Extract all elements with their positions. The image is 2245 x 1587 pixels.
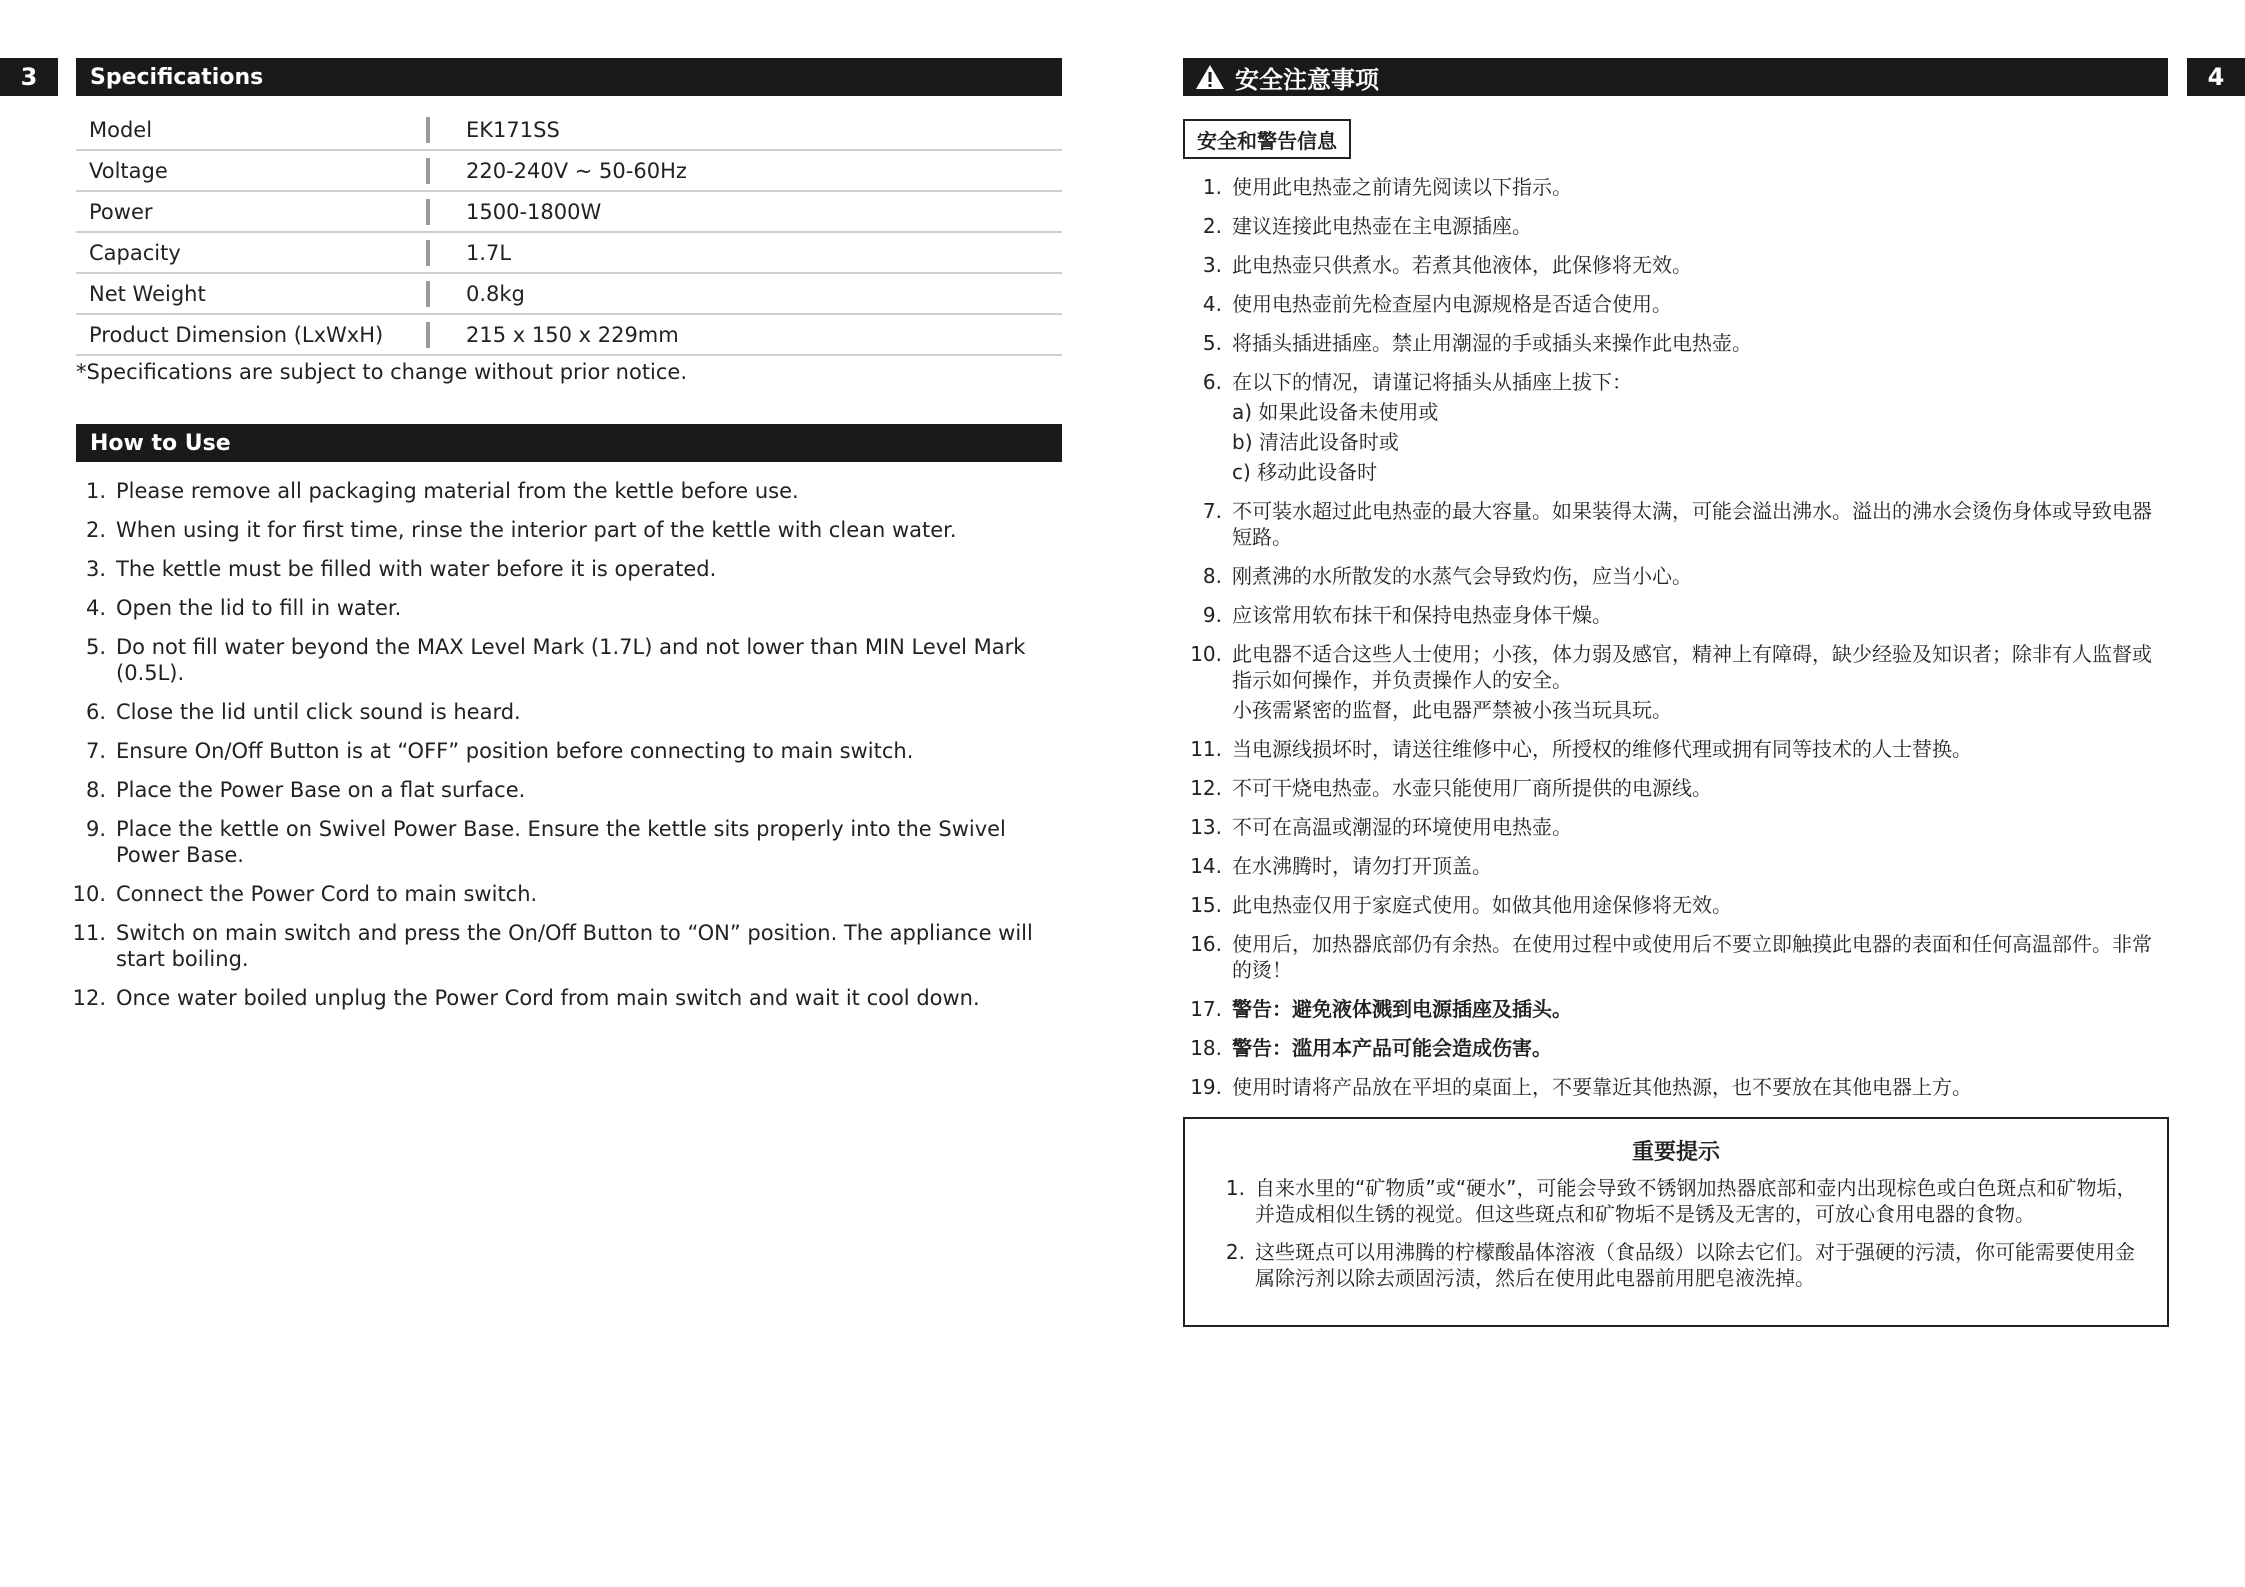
list-item-number: 3. <box>1202 253 1222 277</box>
spec-divider <box>426 281 430 307</box>
list-item-text-wrap <box>1232 641 2168 723</box>
notice-item <box>1205 1175 2145 1227</box>
list-item-text-wrap <box>1255 1175 2145 1227</box>
spec-row <box>76 315 1062 356</box>
safety-item <box>1182 853 2168 879</box>
list-item-text: Place the kettle on Swivel Power Base. Ensure the kettle sits properly into the Swivel Power Base. <box>116 817 1006 867</box>
safety-item <box>1182 291 2168 317</box>
spec-value: 0.8kg <box>466 281 525 306</box>
list-item-number: 2. <box>1202 214 1222 238</box>
list-item-text: Ensure On/Off Button is at “OFF” position before connecting to main switch. <box>116 739 914 763</box>
safety-item <box>1182 996 2168 1022</box>
list-item-number: 11. <box>1190 737 1222 761</box>
how-to-use-item <box>66 920 1066 972</box>
list-item-text-wrap <box>1232 1035 2168 1061</box>
list-item-text-wrap <box>1232 931 2168 983</box>
list-item-text-wrap <box>116 881 1066 907</box>
safety-item <box>1182 1074 2168 1100</box>
how-to-use-item <box>66 738 1066 764</box>
specifications-header: Specifications <box>76 58 1062 96</box>
spec-divider <box>426 240 430 266</box>
list-item-number: 4. <box>1202 292 1222 316</box>
list-item-text: 不可在高温或潮湿的环境使用电热壶。 <box>1232 815 1572 839</box>
list-item-number: 17. <box>1190 997 1222 1021</box>
list-item-text-wrap <box>116 478 1066 504</box>
list-item-text: 此电器不适合这些人士使用；小孩，体力弱及感官，精神上有障碍，缺少经验及知识者；除非有人监督或指示如何操作，并负责操作人的安全。 <box>1232 642 2152 692</box>
list-item-number: 12. <box>1190 776 1222 800</box>
list-sub-item: c) 移动此设备时 <box>1232 460 1378 484</box>
list-item-text: Switch on main switch and press the On/Off Button to “ON” position. The appliance will start boiling. <box>116 921 1033 971</box>
list-item-text-wrap <box>1232 736 2168 762</box>
list-item-text-wrap <box>116 777 1066 803</box>
list-item-text: 警告：避免液体溅到电源插座及插头。 <box>1232 997 1572 1021</box>
safety-subtitle: 安全和警告信息 <box>1183 119 1351 159</box>
list-item-text: 此电热壶仅用于家庭式使用。如做其他用途保修将无效。 <box>1232 893 1732 917</box>
safety-item <box>1182 369 2168 485</box>
page-number-left: 3 <box>0 58 58 96</box>
list-item-text: Do not fill water beyond the MAX Level Mark (1.7L) and not lower than MIN Level Mark (0.5L). <box>116 635 1026 685</box>
list-item-number: 3. <box>85 557 106 581</box>
safety-item <box>1182 563 2168 589</box>
list-item-number: 10. <box>72 882 106 906</box>
specifications-note: *Specifications are subject to change without prior notice. <box>76 360 688 384</box>
list-item-text-wrap <box>1255 1239 2145 1291</box>
list-item-number: 14. <box>1190 854 1222 878</box>
spec-row <box>76 192 1062 233</box>
how-to-use-item <box>66 816 1066 868</box>
list-item-text: 使用此电热壶之前请先阅读以下指示。 <box>1232 175 1572 199</box>
list-item-number: 6. <box>85 700 106 724</box>
list-item-text-wrap <box>116 738 1066 764</box>
how-to-use-item <box>66 699 1066 725</box>
list-item-number: 15. <box>1190 893 1222 917</box>
list-item-text-wrap <box>1232 369 2168 485</box>
spec-label: Model <box>89 117 153 142</box>
list-item-text-wrap <box>116 920 1066 972</box>
list-item-number: 10. <box>1190 642 1222 666</box>
list-item-text: 使用时请将产品放在平坦的桌面上，不要靠近其他热源，也不要放在其他电器上方。 <box>1232 1075 1972 1099</box>
list-item-number: 7. <box>1202 499 1222 523</box>
list-item-number: 11. <box>72 921 106 945</box>
safety-title: 安全注意事项 <box>1235 65 1379 94</box>
list-item-number: 7. <box>85 739 106 763</box>
list-item-number: 8. <box>85 778 106 802</box>
list-item-number: 2. <box>1225 1240 1245 1264</box>
safety-list <box>1182 174 2168 1113</box>
spec-value: 1500-1800W <box>466 199 602 224</box>
list-item-number: 5. <box>1202 331 1222 355</box>
spec-value: 1.7L <box>466 240 512 265</box>
list-item-number: 4. <box>85 596 106 620</box>
list-item-text: 不可装水超过此电热壶的最大容量。如果装得太满，可能会溢出沸水。溢出的沸水会烫伤身体或导致电器短路。 <box>1232 499 2152 549</box>
list-item-text: 刚煮沸的水所散发的水蒸气会导致灼伤，应当小心。 <box>1232 564 1692 588</box>
list-item-number: 1. <box>85 479 106 503</box>
spec-divider <box>426 158 430 184</box>
list-item-number: 5. <box>85 635 106 659</box>
list-item-text-wrap <box>116 634 1066 686</box>
list-item-text-wrap <box>1232 775 2168 801</box>
safety-item <box>1182 775 2168 801</box>
list-item-number: 6. <box>1202 370 1222 394</box>
list-item-text-wrap <box>1232 853 2168 879</box>
list-item-text-wrap <box>1232 996 2168 1022</box>
spec-label: Power <box>89 199 153 224</box>
list-item-text: 应该常用软布抹干和保持电热壶身体干燥。 <box>1232 603 1612 627</box>
important-notice-box <box>1183 1117 2169 1327</box>
list-item-text: Close the lid until click sound is heard. <box>116 700 521 724</box>
spec-row <box>76 151 1062 192</box>
list-item-text: 此电热壶只供煮水。若煮其他液体，此保修将无效。 <box>1232 253 1692 277</box>
list-item-number: 2. <box>85 518 106 542</box>
list-item-text: 这些斑点可以用沸腾的柠檬酸晶体溶液（食品级）以除去它们。对于强硬的污渍，你可能需要使用金属除污剂以除去顽固污渍，然后在使用此电器前用肥皂液洗掉。 <box>1255 1240 2135 1290</box>
list-item-text-wrap <box>1232 602 2168 628</box>
safety-header <box>1183 58 2168 96</box>
list-sub-item: a) 如果此设备未使用或 <box>1232 400 1439 424</box>
spec-row <box>76 274 1062 315</box>
list-item-text: 自来水里的“矿物质”或“硬水”，可能会导致不锈钢加热器底部和壶内出现棕色或白色斑点和矿物垢，并造成相似生锈的视觉。但这些斑点和矿物垢不是锈及无害的，可放心食用电器的食物。 <box>1255 1176 2137 1226</box>
important-notice-title: 重要提示 <box>1631 1140 1720 1165</box>
list-item-text-wrap <box>1232 330 2168 356</box>
list-item-text-wrap <box>116 595 1066 621</box>
list-item-text: Please remove all packaging material from the kettle before use. <box>116 479 799 503</box>
list-item-text: 不可干烧电热壶。水壶只能使用厂商所提供的电源线。 <box>1232 776 1712 800</box>
important-notice-list <box>1205 1175 2145 1303</box>
how-to-use-item <box>66 634 1066 686</box>
list-item-number: 13. <box>1190 815 1222 839</box>
safety-item <box>1182 213 2168 239</box>
how-to-use-item <box>66 881 1066 907</box>
spec-row <box>76 110 1062 151</box>
list-item-text-wrap <box>1232 892 2168 918</box>
safety-item <box>1182 736 2168 762</box>
spec-label: Net Weight <box>89 281 206 306</box>
list-item-text-wrap <box>1232 814 2168 840</box>
how-to-use-item <box>66 478 1066 504</box>
list-item-number: 9. <box>85 817 106 841</box>
list-item-text: 使用电热壶前先检查屋内电源规格是否适合使用。 <box>1232 292 1672 316</box>
notice-item <box>1205 1239 2145 1291</box>
warning-icon <box>1195 63 1225 91</box>
list-item-text: Once water boiled unplug the Power Cord from main switch and wait it cool down. <box>116 986 980 1010</box>
list-item-text-wrap <box>116 517 1066 543</box>
list-item-text: 在水沸腾时，请勿打开顶盖。 <box>1232 854 1492 878</box>
list-item-number: 16. <box>1190 932 1222 956</box>
list-item-text-wrap <box>1232 1074 2168 1100</box>
page-number-right: 4 <box>2187 58 2245 96</box>
spec-divider <box>426 199 430 225</box>
how-to-use-item <box>66 517 1066 543</box>
how-to-use-item <box>66 595 1066 621</box>
how-to-use-item <box>66 556 1066 582</box>
list-item-text-wrap <box>1232 563 2168 589</box>
spec-value: 215 x 150 x 229mm <box>466 322 679 347</box>
how-to-use-list <box>66 478 1066 1024</box>
list-item-number: 9. <box>1202 603 1222 627</box>
list-item-text: Connect the Power Cord to main switch. <box>116 882 538 906</box>
list-item-text-wrap <box>1232 498 2168 550</box>
left-page <box>0 0 1122 1587</box>
list-item-text-wrap <box>1232 174 2168 200</box>
list-item-text: 当电源线损坏时，请送往维修中心，所授权的维修代理或拥有同等技术的人士替换。 <box>1232 737 1972 761</box>
list-item-text: 在以下的情况，请谨记将插头从插座上拔下： <box>1232 370 1632 394</box>
spec-divider <box>426 117 430 143</box>
list-item-text: The kettle must be filled with water before it is operated. <box>116 557 717 581</box>
spec-label: Capacity <box>89 240 181 265</box>
safety-item <box>1182 252 2168 278</box>
spec-value: 220-240V ~ 50-60Hz <box>466 158 687 183</box>
safety-item <box>1182 892 2168 918</box>
how-to-use-item <box>66 985 1066 1011</box>
list-item-number: 1. <box>1202 175 1222 199</box>
safety-item <box>1182 498 2168 550</box>
list-sub-item: b) 清洁此设备时或 <box>1232 430 1399 454</box>
list-item-text-wrap <box>116 985 1066 1011</box>
spec-label: Product Dimension (LxWxH) <box>89 322 384 347</box>
list-item-text: Place the Power Base on a flat surface. <box>116 778 526 802</box>
spec-divider <box>426 322 430 348</box>
list-item-number: 18. <box>1190 1036 1222 1060</box>
list-item-text: 将插头插进插座。禁止用潮湿的手或插头来操作此电热壶。 <box>1232 331 1752 355</box>
safety-item <box>1182 641 2168 723</box>
how-to-use-header: How to Use <box>76 424 1062 462</box>
safety-item <box>1182 1035 2168 1061</box>
list-item-text: 建议连接此电热壶在主电源插座。 <box>1232 214 1532 238</box>
list-item-text: 警告：滥用本产品可能会造成伤害。 <box>1232 1036 1552 1060</box>
list-item-text: Open the lid to fill in water. <box>116 596 402 620</box>
safety-item <box>1182 174 2168 200</box>
safety-item <box>1182 602 2168 628</box>
how-to-use-item <box>66 777 1066 803</box>
list-item-number: 12. <box>72 986 106 1010</box>
safety-item <box>1182 330 2168 356</box>
list-item-text-wrap <box>1232 291 2168 317</box>
spec-label: Voltage <box>89 158 168 183</box>
list-item-text: When using it for first time, rinse the interior part of the kettle with clean water. <box>116 518 957 542</box>
list-item-number: 8. <box>1202 564 1222 588</box>
list-item-text-wrap <box>116 699 1066 725</box>
specifications-table <box>76 110 1062 356</box>
list-item-number: 19. <box>1190 1075 1222 1099</box>
list-item-text-wrap <box>116 556 1066 582</box>
list-item-text-wrap <box>116 816 1066 868</box>
spec-row <box>76 233 1062 274</box>
safety-item <box>1182 814 2168 840</box>
list-item-text-wrap <box>1232 213 2168 239</box>
list-item-number: 1. <box>1225 1176 1245 1200</box>
list-item-text: 使用后，加热器底部仍有余热。在使用过程中或使用后不要立即触摸此电器的表面和任何高温部件。非常的烫！ <box>1232 932 2152 982</box>
list-sub-item: 小孩需紧密的监督，此电器严禁被小孩当玩具玩。 <box>1232 698 1672 722</box>
safety-item <box>1182 931 2168 983</box>
list-item-text-wrap <box>1232 252 2168 278</box>
spec-value: EK171SS <box>466 117 560 142</box>
